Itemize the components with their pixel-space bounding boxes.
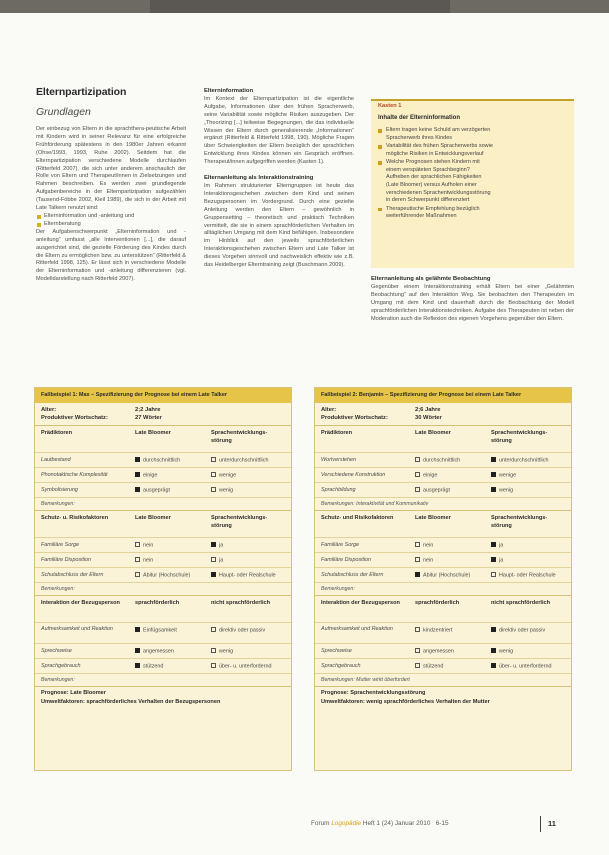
checkbox[interactable]	[491, 627, 496, 632]
checkbox[interactable]	[135, 648, 140, 653]
remarks: Bemerkungen: Mutter wirkt überfordert	[315, 673, 571, 686]
option-label: wenig	[219, 648, 234, 655]
row-label: Schulabschluss der Eltern	[41, 572, 104, 578]
row-label: Lautbestand	[41, 457, 71, 463]
column-1	[36, 126, 186, 284]
remarks: Bemerkungen:	[315, 582, 571, 595]
header-col-1: Schutz- und Risikofaktoren	[321, 515, 394, 521]
checkbox[interactable]	[211, 487, 216, 492]
option-label: Haupt- oder Realschule	[219, 572, 276, 579]
checkbox[interactable]	[211, 457, 216, 462]
header-col-2: Late Bloomer	[135, 515, 171, 521]
header-col-3: Sprachentwicklungs-störung	[211, 515, 268, 529]
row-label: Familiäre Sorge	[321, 542, 360, 548]
header-col-2: sprachförderlich	[135, 600, 180, 606]
vocab-label: Produktiver Wortschatz:	[41, 415, 108, 421]
table-row	[35, 643, 291, 658]
checkbox[interactable]	[135, 542, 140, 547]
option-label: Abitur (Hochschule)	[423, 572, 471, 579]
column-3	[371, 276, 574, 323]
publication-brand: Logopädie	[331, 820, 362, 827]
option-label: direktiv oder passiv	[499, 627, 546, 634]
header-col-1: Schutz- u. Risikofaktoren	[41, 515, 109, 521]
row-label: Sprechweise	[41, 648, 72, 654]
option-label: nein	[423, 557, 434, 564]
header-col-2: Late Bloomer	[415, 515, 451, 521]
option-label: stützend	[423, 663, 444, 670]
table-row	[35, 482, 291, 497]
table-row	[35, 552, 291, 567]
row-label: Sprachgebrauch	[321, 663, 361, 669]
header-col-1: Prädiktoren	[321, 430, 353, 436]
option-label: einige	[423, 472, 438, 479]
option-label: unterdurchschnittlich	[219, 457, 269, 464]
option-label: ja	[499, 557, 504, 564]
option-label: wenige	[219, 472, 237, 479]
table-row	[315, 537, 571, 552]
option-label: stützend	[143, 663, 164, 670]
remarks: Bemerkungen:	[35, 497, 291, 510]
header-col-1: Interaktion der Bezugsperson	[321, 600, 400, 606]
vocab-label: Produktiver Wortschatz:	[321, 415, 388, 421]
checkbox[interactable]	[211, 627, 216, 632]
option-label: Einfügsamkeit	[143, 627, 177, 634]
section-header	[315, 510, 571, 537]
page-range: 6-15	[435, 820, 449, 827]
checkbox[interactable]	[415, 542, 420, 547]
checkbox[interactable]	[491, 572, 496, 577]
case-meta	[315, 403, 571, 425]
checkbox[interactable]	[491, 542, 496, 547]
option-label: nein	[423, 542, 434, 549]
article-heading: Elternpartizipation	[36, 86, 127, 98]
option-label: durchschnittlich	[423, 457, 461, 464]
header-col-3: Sprachentwicklungs-störung	[211, 430, 268, 444]
table-row	[315, 643, 571, 658]
case-table-1	[34, 387, 292, 771]
option-label: angemessen	[143, 648, 174, 655]
row-label: Phonotaktische Komplexität	[41, 472, 108, 478]
checkbox[interactable]	[135, 557, 140, 562]
checkbox[interactable]	[491, 472, 496, 477]
checkbox[interactable]	[415, 457, 420, 462]
info-box	[371, 99, 574, 268]
checkbox[interactable]	[415, 472, 420, 477]
header-col-3: Sprachentwicklungs-störung	[491, 430, 548, 444]
checkbox[interactable]	[135, 457, 140, 462]
table-row	[35, 567, 291, 582]
bullet-item: Elternberatung	[36, 221, 186, 229]
header-col-1: Prädiktoren	[41, 430, 73, 436]
section-heading: Elternanleitung als Interaktionstraining	[204, 175, 314, 182]
column-2	[204, 88, 354, 270]
box-list-item: Welche Prognosen stehen Kindern mit einem verspäteten Sprachbeginn? Aufheben der sprachlichen Fähigkeiten (Late Bloomer) versus Aufholen einer verschiedenen Sprachentwicklungsstörung in deren Schwerpunkt differenziert	[378, 159, 494, 205]
paragraph: Der Aufgabenschwerpunkt „Elterninformation und -anleitung“ umfasst „alle Interventionen [...], die darauf ausgerichtet sind, die gezielte Förderung des Kindes durch die Eltern zu ermöglichen bzw. zu unterstützen“ (Ritterfeld & Ritterfeld 1998, 125). Er lässt sich in verschiedene Modelle der Elterninformation und -anleitung differenzieren (vgl. Modelldarstellung nach Ritterfeld 2007).	[36, 228, 186, 283]
option-label: direktiv oder passiv	[219, 627, 266, 634]
checkbox[interactable]	[415, 627, 420, 632]
row-label: Sprachgebrauch	[41, 663, 81, 669]
box-tag: Kasten 1	[378, 103, 402, 109]
age-value: 2;2 Jahre	[135, 407, 161, 413]
paragraph: Im Kontext der Elternpartizipation ist die eigentliche Aufgabe, Informationen über den frühen Spracherwerb, seine Variabilität sowie mögliche Risiken auszugeben. Der „Theorizing [...] teilweise Begegnungen, die das individuelle Wissen der Eltern durch generalisierende „Informationen“ ergänzt (Ritterfeld & Ritterfeld 1998, 190). Mögliche Fragen über Schwierigkeiten der Eltern bezüglich der sprachlichen Entwicklung ihres Kindes können ein Gespräch eröffnen. Therapeut/innen aufgegriffen werden (Kasten 1).	[204, 95, 354, 166]
checkbox[interactable]	[415, 648, 420, 653]
remarks: Bemerkungen:	[35, 673, 291, 686]
case-summary	[35, 686, 291, 707]
case-table-2	[314, 387, 572, 771]
prognosis: Prognose: Sprachentwicklungsstörung	[321, 690, 426, 696]
row-label: Wortverstehen	[321, 457, 357, 463]
row-label: Familiäre Sorge	[41, 542, 80, 548]
box-title: Inhalte der Elterninformation	[378, 115, 461, 121]
checkbox[interactable]	[415, 557, 420, 562]
option-label: wenige	[499, 472, 517, 479]
header-col-3: Sprachentwicklungs-störung	[491, 515, 548, 529]
section-heading: Elterninformation	[204, 88, 254, 94]
age-label: Alter:	[321, 407, 337, 413]
row-label: Sprachbildung	[321, 487, 356, 493]
header-col-2: Late Bloomer	[415, 430, 451, 436]
checkbox[interactable]	[211, 472, 216, 477]
paragraph: Im Rahmen strukturierter Elterngruppen ist heute das Interaktionsgeschehen zwischen dem Kind und seinen Bezugspersonen im Vordergrund. Durch eine gezielte Anleitung werden den Eltern – gewöhnlich in Gruppensetting – theoretisch und praktisch Techniken vermittelt, die sie in einem sprachförderlichen Verhalten im alltäglichen Umgang mit dem Kind befähigen. Insbesondere im Hinblick auf den jeweils sprachförderlichen Interaktionsgeschehen zwischen Eltern und Late Talker ist dieses Vorgehen sinnvoll und nachweislich effektiv wie z.B. das Heidelberger Elterntraining zeigt (Buschmann 2009).	[204, 182, 354, 269]
table-row	[315, 482, 571, 497]
paragraph: Gegenüber einem Interaktionstraining erhält Eltern bei einer „Gelähmten Beobachtung“ auf den Interaktion Weg. Sie beobachten den Therapeuten im Umgang mit dem Kind und dauerhaft durch die Beobachtung der Modell sprachförderlichen Interaktionstechniken. Aufgabe des Therapeuten ist neben der Moderation auch die Reflexion des eigenen Vorgehens gegenüber den Eltern.	[371, 283, 574, 322]
section-heading: Elternanleitung als gelähmte Beobachtung	[371, 276, 491, 282]
table-row	[315, 622, 571, 643]
prognosis: Prognose: Late Bloomer	[41, 690, 106, 696]
age-label: Alter:	[41, 407, 57, 413]
row-label: Aufmerksamkeit und Reaktion	[321, 626, 393, 632]
table-row	[35, 452, 291, 467]
checkbox[interactable]	[211, 557, 216, 562]
checkbox[interactable]	[211, 663, 216, 668]
row-label: Familiäre Disposition	[41, 557, 92, 563]
box-list-item: Variabilität des frühen Spracherwerbs sowie mögliche Risiken in Entwicklungsverlauf	[378, 143, 494, 158]
environment-factors: Umweltfaktoren: wenig sprachförderliches Verhalten der Mutter	[321, 699, 490, 705]
table-row	[35, 622, 291, 643]
remarks: Bemerkungen: Interaktivität und Kommunikativ	[315, 497, 571, 510]
box-list-item: Therapeutische Empfehlung bezüglich weiterführender Maßnahmen	[378, 206, 494, 221]
case-title: Fallbeispiel 1: Max – Spezifizierung der Prognose bei einem Late Talker	[35, 388, 291, 403]
checkbox[interactable]	[491, 457, 496, 462]
section-header	[35, 510, 291, 537]
case-meta	[35, 403, 291, 425]
row-label: Verschiedene Konstruktion	[321, 472, 386, 478]
option-label: wenig	[499, 648, 514, 655]
row-label: Symbolisierung	[41, 487, 78, 493]
header-col-2: Late Bloomer	[135, 430, 171, 436]
option-label: ausgeprägt	[143, 487, 170, 494]
option-label: Abitur (Hochschule)	[143, 572, 191, 579]
checkbox[interactable]	[491, 557, 496, 562]
option-label: ausgeprägt	[423, 487, 450, 494]
bullet-item: Elterninformation und -anleitung und	[36, 213, 186, 221]
table-row	[315, 552, 571, 567]
row-label: Aufmerksamkeit und Reaktion	[41, 626, 113, 632]
table-row	[315, 452, 571, 467]
option-label: nein	[143, 542, 154, 549]
remarks: Bemerkungen:	[35, 582, 291, 595]
vocab-value: 27 Wörter	[135, 415, 162, 421]
checkbox[interactable]	[491, 648, 496, 653]
checkbox[interactable]	[135, 572, 140, 577]
vocab-value: 30 Wörter	[415, 415, 442, 421]
box-list-item: Eltern tragen keine Schuld am verzögerten Spracherwerb ihres Kindes	[378, 127, 494, 142]
checkbox[interactable]	[491, 487, 496, 492]
section-header	[35, 595, 291, 622]
option-label: über- u. unterfordernd	[219, 663, 272, 670]
row-label: Familiäre Disposition	[321, 557, 372, 563]
publication-issue: Heft 1 (24) Januar 2010	[362, 820, 431, 827]
header-col-2: sprachförderlich	[415, 600, 460, 606]
checkbox[interactable]	[491, 663, 496, 668]
section-header	[315, 595, 571, 622]
row-label: Sprechweise	[321, 648, 352, 654]
environment-factors: Umweltfaktoren: sprachförderliches Verhalten der Bezugspersonen	[41, 699, 221, 705]
paragraph: Der einbezug von Eltern in die sprachthera-peutische Arbeit mit Kindern wird in seiner Relevanz für eine erfolgreiche Frühförderung spätestens in den 1980er Jahren erkannt (Ohse/1993, 1993, Ruhe 2002). Seitdem hat die Elternpartizipation verschiedene Modelle durchlaufen (Ritterfeld 2007), die sich unter anderem anschaulich der Rolle von Eltern und Therapeut/innen in Zielsetzungen und Rahmen beschreiben. Es werden zwei grundlegende Aufgabenbereiche in der Elternpartizipation aufgezählen (Tausend-Föbbe 2002, Kleil 1989), die sich in der Arbeit mit Late Talkern renutzt sind:	[36, 126, 186, 212]
option-label: kindzentriert	[423, 627, 453, 634]
table-row	[315, 658, 571, 673]
table-row	[35, 467, 291, 482]
option-label: ja	[499, 542, 504, 549]
section-header	[35, 425, 291, 452]
option-label: Haupt- oder Realschule	[499, 572, 556, 579]
option-label: wenig	[499, 487, 514, 494]
checkbox[interactable]	[211, 572, 216, 577]
checkbox[interactable]	[415, 663, 420, 668]
table-row	[35, 537, 291, 552]
age-value: 2;6 Jahre	[415, 407, 441, 413]
publication-prefix: Forum	[311, 820, 330, 827]
option-label: über- u. unterfordernd	[499, 663, 552, 670]
case-title: Fallbeispiel 2: Benjamin – Spezifizierung der Prognose bei einem Late Talker	[315, 388, 571, 403]
case-summary	[315, 686, 571, 707]
article-subheading: Grundlagen	[36, 106, 91, 118]
row-label: Schulabschluss der Eltern	[321, 572, 384, 578]
footer-divider	[540, 816, 541, 832]
publication-info	[311, 820, 449, 827]
option-label: einige	[143, 472, 158, 479]
table-row	[315, 567, 571, 582]
option-label: durchschnittlich	[143, 457, 181, 464]
section-header	[315, 425, 571, 452]
top-bar-accent	[150, 0, 450, 13]
table-row	[315, 467, 571, 482]
option-label: ja	[219, 557, 224, 564]
option-label: ja	[219, 542, 224, 549]
option-label: nein	[143, 557, 154, 564]
header-col-3: nicht sprachförderlich	[211, 600, 271, 606]
header-col-1: Interaktion der Bezugsperson	[41, 600, 120, 606]
checkbox[interactable]	[415, 572, 420, 577]
option-label: unterdurchschnittlich	[499, 457, 549, 464]
header-col-3: nicht sprachförderlich	[491, 600, 551, 606]
checkbox[interactable]	[135, 472, 140, 477]
option-label: wenig	[219, 487, 234, 494]
checkbox[interactable]	[135, 627, 140, 632]
checkbox[interactable]	[415, 487, 420, 492]
checkbox[interactable]	[211, 542, 216, 547]
option-label: angemessen	[423, 648, 454, 655]
checkbox[interactable]	[135, 663, 140, 668]
box-list	[378, 127, 494, 221]
page-number: 11	[548, 819, 556, 828]
checkbox[interactable]	[135, 487, 140, 492]
table-row	[35, 658, 291, 673]
checkbox[interactable]	[211, 648, 216, 653]
